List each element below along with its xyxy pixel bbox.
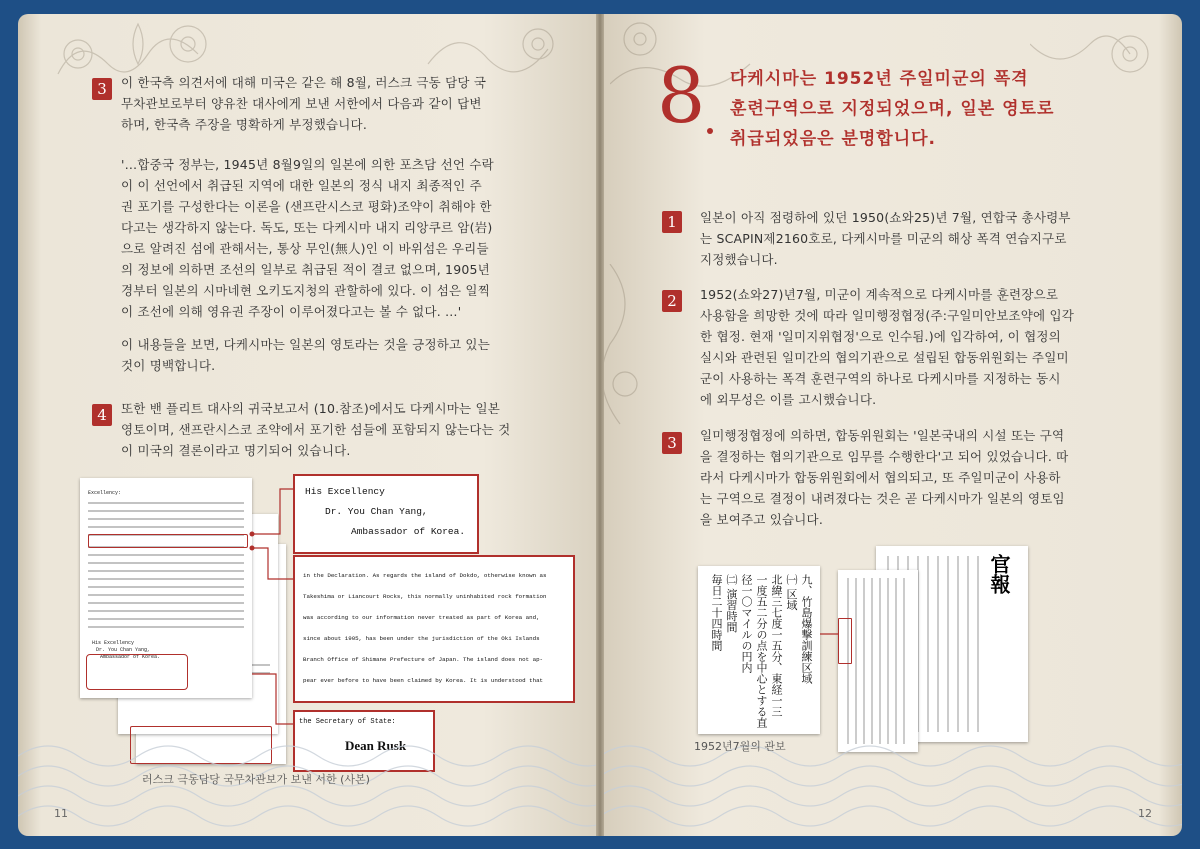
- text-line: pear ever before to have been claimed by Korea. It is understood that: [303, 677, 544, 684]
- letter-salutation: Excellency:: [88, 490, 122, 496]
- text-line: 이 이 선언에서 취급된 지역에 대한 일본의 정식 내지 최종적인 주: [121, 178, 482, 193]
- text-line: was according to our information never treated as part of Korea and,: [303, 614, 540, 621]
- text-line: 1952(쇼와27)년7월, 미군이 계속적으로 다케시마를 훈련장으로: [700, 287, 1059, 302]
- text-line: 하며, 한국측 주장을 명확하게 부정했습니다.: [121, 117, 367, 132]
- book-spine: [596, 14, 604, 836]
- text-line: Dr. You Chan Yang,: [96, 647, 151, 653]
- text-line: 군이 사용하는 폭격 훈련구역의 하나로 다케시마를 지정하는 동시: [700, 371, 1061, 386]
- kanpo-masthead: 官報: [987, 554, 1011, 594]
- text-line: Branch Office of Shimane Prefecture of Japan. The island does not ap-: [303, 656, 544, 663]
- section-number: 8: [657, 51, 706, 140]
- wave-pattern: [600, 716, 1182, 836]
- text-line: 사용함을 희망한 것에 따라 일미행정협정(주:구일미안보조약에 입각: [700, 308, 1075, 323]
- text-line: 을 결정하는 협의기관으로 임무를 수행한다'고 되어 있었습니다. 따: [700, 449, 1069, 464]
- text-line: 한 협정. 현재 '일미지위협정'으로 인수됨.)에 입각하여, 이 협정의: [700, 329, 1061, 344]
- text-line: 이 조선에 의해 영유권 주장이 이루어졌다고는 볼 수 없다. …': [121, 304, 462, 319]
- item-badge-3: 3: [92, 78, 112, 100]
- dokdo-passage-callout: [293, 555, 575, 703]
- left-page: [18, 14, 600, 836]
- text-line: 무차관보로부터 양유찬 대사에게 보낸 서한에서 다음과 같이 답변: [121, 96, 482, 111]
- text-line: 을 보여주고 있습니다.: [700, 512, 823, 527]
- item-badge-4: 4: [92, 404, 112, 426]
- text-line: 이 미국의 결론이라고 명기되어 있습니다.: [121, 443, 351, 458]
- addressee-callout: [293, 474, 479, 554]
- signature-name: Dean Rusk: [345, 738, 407, 753]
- item-badge-2: 2: [662, 290, 682, 312]
- text-line: the Secretary of State:: [299, 718, 396, 726]
- text-line: 경부터 일본의 시마네현 오키도지청의 관할하에 있다. 이 섬은 일찍: [121, 283, 490, 298]
- kanpo-connector: [600, 14, 1182, 836]
- text-line: 일본이 아직 점령하에 있던 1950(쇼와25)년 7월, 연합국 총사령부: [700, 210, 1071, 225]
- title-line: 취급되었음은 분명합니다.: [730, 129, 937, 149]
- text-column: 北緯三七度一五分、東経一三: [770, 574, 783, 717]
- text-line: 라서 다케시마가 합동위원회에서 협의되고, 또 주일미군이 사용하: [700, 470, 1061, 485]
- kanpo-caption: 1952년7월의 관보: [694, 740, 786, 753]
- text-column: 九、竹島爆撃訓練区域: [800, 574, 813, 684]
- open-book: [18, 14, 1182, 836]
- text-line: 는 SCAPIN제2160호로, 다케시마를 미군의 해상 폭격 연습지구로: [700, 231, 1067, 246]
- text-line: His Excellency: [92, 640, 135, 646]
- text-line: 다고는 생각하지 않는다. 독도, 또는 다케시마 내지 리앙쿠르 암(岩): [121, 220, 493, 235]
- text-line: 으로 알려진 섬에 관해서는, 통상 무인(無人)인 이 바위섬은 우리들: [121, 241, 489, 256]
- text-line: 에 외무성은 이를 고시했습니다.: [700, 392, 877, 407]
- letter-caption: 러스크 극동담당 국무차관보가 보낸 서한 (사본): [142, 773, 370, 786]
- text-line: Ambassador of Korea.: [100, 654, 161, 660]
- text-line: '…합중국 정부는, 1945년 8월9일의 일본에 의한 포츠담 선언 수락: [121, 157, 494, 172]
- right-page: [600, 14, 1182, 836]
- text-column: ㈠ 区域: [785, 574, 798, 611]
- page-number-left: 11: [54, 807, 68, 820]
- text-line: 지정했습니다.: [700, 252, 778, 267]
- text-line: in the Declaration. As regards the island of Dokdo, otherwise known as: [303, 572, 547, 579]
- text-column: 径一〇マイルの円内: [740, 574, 753, 673]
- text-line: since about 1905, has been under the jurisdiction of the Oki Islands: [303, 635, 540, 642]
- text-column: 一度五二分の点を中心とする直: [755, 574, 768, 728]
- title-line: 다케시마는 1952년 주일미군의 폭격: [730, 69, 1029, 89]
- text-line: Dr. You Chan Yang,: [325, 506, 428, 517]
- text-line: 이 내용들을 보면, 다케시마는 일본의 영토라는 것을 긍정하고 있는: [121, 337, 490, 352]
- text-line: Takeshima or Liancourt Rocks, this normally uninhabited rock formation: [303, 593, 547, 600]
- text-line: 의 정보에 의하면 조선의 일부로 취급된 적이 결코 없으며, 1905년: [121, 262, 490, 277]
- text-line: 는 구역으로 결정이 내려졌다는 것은 곧 다케시마가 일본의 영토임: [700, 491, 1065, 506]
- text-line: 권 포기를 구성한다는 이론을 (샌프란시스코 평화)조약이 취해야 한: [121, 199, 492, 214]
- text-line: 영토이며, 샌프란시스코 조약에서 포기한 섬들에 포함되지 않는다는 것: [121, 422, 511, 437]
- text-line: 것이 명백합니다.: [121, 358, 216, 373]
- text-column: ㈡ 演習時間: [725, 574, 738, 633]
- text-line: Ambassador of Korea.: [351, 526, 466, 537]
- text-column: 毎日二十四時間: [710, 574, 723, 651]
- item-badge-1: 1: [662, 211, 682, 233]
- text-line: 또한 밴 플리트 대사의 귀국보고서 (10.참조)에서도 다케시마는 일본: [121, 401, 500, 416]
- item-badge-3-right: 3: [662, 432, 682, 454]
- text-line: His Excellency: [305, 486, 385, 497]
- page-number-right: 12: [1138, 807, 1152, 820]
- text-line: 이 한국측 의견서에 대해 미국은 같은 해 8월, 러스크 극동 담당 국: [121, 75, 487, 90]
- text-line: 일미행정협정에 의하면, 합동위원회는 '일본국내의 시설 또는 구역: [700, 428, 1065, 443]
- title-line: 훈련구역으로 지정되었으며, 일본 영토로: [730, 99, 1055, 119]
- text-line: 실시와 관련된 일미간의 협의기관으로 설립된 합동위원회는 주일미: [700, 350, 1069, 365]
